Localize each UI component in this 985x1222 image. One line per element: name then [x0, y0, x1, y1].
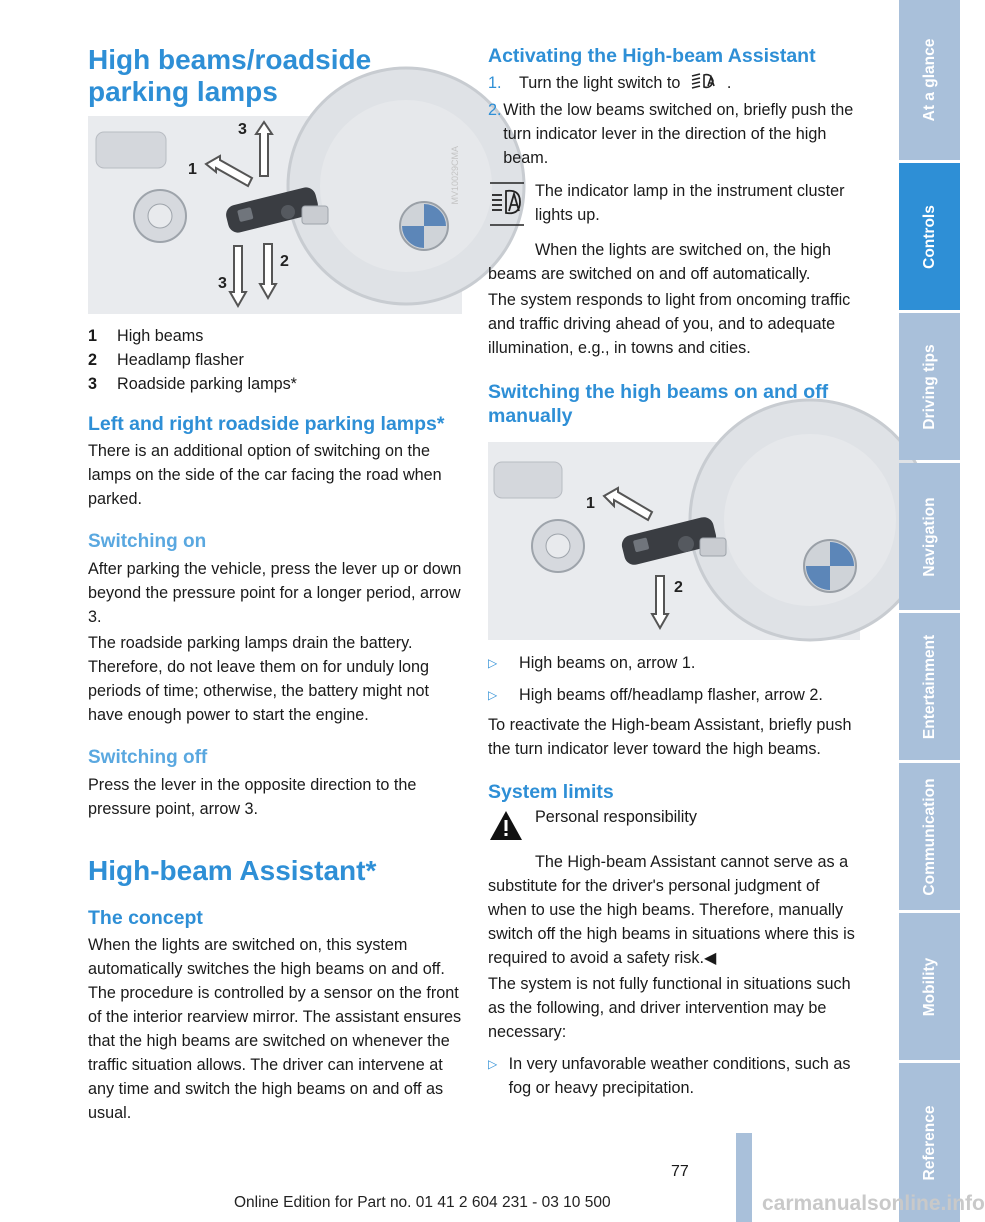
warning-text: The High-beam Assistant cannot serve as a substitute for the driver's personal judgment of when to use the high beams. Therefore, manually switch off the high beams in situations where this is required to avoid a safety risk.◀ [488, 853, 855, 967]
chapter-sidebar [899, 0, 960, 1222]
limits-text: The system is not fully functional in situations such as the following, and driver intervention may be necessary: [488, 975, 851, 1041]
tab-navigation[interactable]: Navigation [899, 463, 960, 610]
reactivate-text: To reactivate the High-beam Assistant, briefly push the turn indicator lever toward the high beams. [488, 716, 852, 758]
right-column [488, 44, 862, 1100]
warning-title: Personal responsibility [535, 808, 697, 826]
parking-lamps-text: There is an additional option of switching on the lamps on the side of the car facing the road when parked. [88, 442, 442, 508]
switching-on-text: After parking the vehicle, press the lever up or down beyond the pressure point for a longer period, arrow 3. [88, 560, 462, 626]
indicator-note [488, 179, 862, 236]
limits-heading: System limits [488, 781, 614, 803]
page-marker-bar [736, 1133, 752, 1222]
activating-heading: Activating the High-beam Assistant [488, 45, 816, 67]
switching-off-heading: Switching off [88, 747, 208, 768]
manual-heading: Switching the high beams on and off manually [488, 381, 829, 427]
legend-item: 1 High beams [88, 327, 204, 345]
figure-label-2: 2 [674, 579, 683, 596]
bullet-item: ▷ High beams on, arrow 1. [488, 654, 696, 672]
legend-item: 3 Roadside parking lamps* [88, 375, 297, 393]
warning-note [488, 805, 862, 850]
switching-off-text: Press the lever in the opposite direction to the pressure point, arrow 3. [88, 776, 417, 818]
manual-lever-illustration [488, 442, 860, 640]
tab-controls[interactable]: Controls [899, 163, 960, 310]
figure-label-2: 2 [280, 253, 289, 270]
warning-icon [488, 809, 524, 843]
figure-label-3-bottom: 3 [218, 275, 227, 292]
concept-text: When the lights are switched on, this system automatically switches the high beams on and off. The procedure is controlled by a sensor on the front of the interior rearview mirror. The assistant ensures that the high beams are switched on whenever the traffic situation allows. The driver can intervene at any time and switch the high beams on and off as usual. [88, 936, 462, 1122]
figure-label-1: 1 [586, 495, 595, 512]
auto-light-icon [689, 71, 723, 91]
legend-item: 2 Headlamp flasher [88, 351, 244, 369]
figure-label-3-top: 3 [238, 121, 247, 138]
bullet-item: ▷ In very unfavorable weather conditions, such as fog or heavy precipitation. [488, 1055, 851, 1097]
tab-at-a-glance[interactable]: At a glance [899, 0, 960, 160]
tab-communication[interactable]: Communication [899, 763, 960, 910]
lever-illustration [88, 116, 462, 314]
indicator-text: The indicator lamp in the instrument cluster lights up. [535, 182, 845, 224]
concept-heading: The concept [88, 907, 203, 929]
step-item: 2. With the low beams switched on, briefly push the turn indicator lever in the direction of the high beam. [488, 101, 854, 167]
indicator-auto-text: When the lights are switched on, the high beams are switched on and off automatically. [488, 241, 832, 283]
figure-legend [88, 324, 462, 396]
tab-mobility[interactable]: Mobility [899, 913, 960, 1060]
tab-entertainment[interactable]: Entertainment [899, 613, 960, 760]
lever-figure [88, 116, 462, 314]
bullet-item: ▷ High beams off/headlamp flasher, arrow 2. [488, 686, 823, 704]
page-number: 77 [671, 1163, 689, 1180]
page-title: High beams/roadside parking lamps [88, 44, 372, 107]
responds-text: The system responds to light from oncoming traffic and traffic driving ahead of you, and to adequate illumination, e.g., in towns and cities. [488, 291, 851, 357]
figure-code: MV10029CMA [450, 146, 460, 205]
figure-label-1: 1 [188, 161, 197, 178]
step-item: 1. Turn the light switch to . [488, 71, 862, 95]
tab-driving-tips[interactable]: Driving tips [899, 313, 960, 460]
left-column [88, 44, 462, 1125]
switching-on-heading: Switching on [88, 531, 207, 552]
high-beam-assistant-icon [488, 179, 526, 229]
battery-warning-text: The roadside parking lamps drain the battery. Therefore, do not leave them on for unduly long periods of time; otherwise, the battery might not have enough power to start the engine. [88, 634, 430, 724]
tab-reference[interactable]: Reference [899, 1063, 960, 1222]
footer-edition: Online Edition for Part no. 01 41 2 604 231 - 03 10 500 [234, 1194, 611, 1211]
parking-lamps-heading: Left and right roadside parking lamps* [88, 413, 445, 435]
assistant-title: High-beam Assistant* [88, 855, 377, 886]
watermark: carmanualsonline.info [762, 1192, 985, 1215]
manual-lever-figure [488, 442, 860, 640]
